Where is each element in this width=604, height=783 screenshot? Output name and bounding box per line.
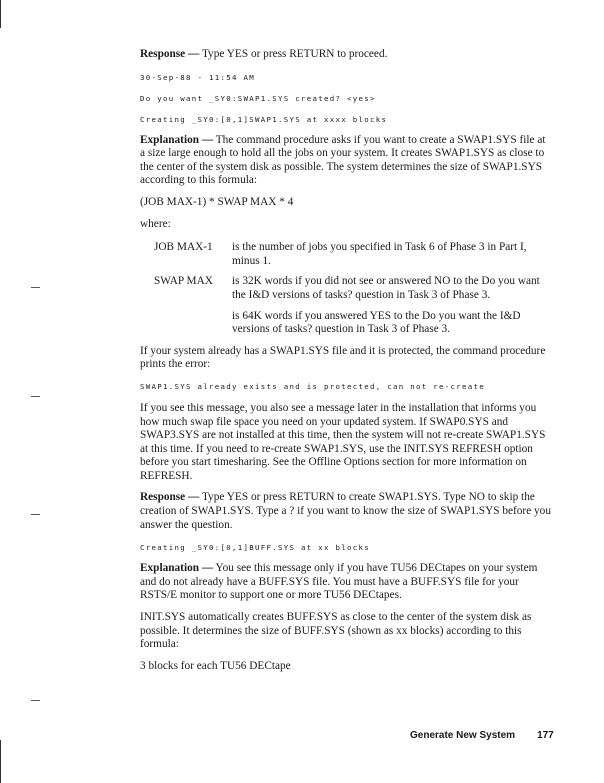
definition-term [154,310,232,337]
definition-row [154,241,552,268]
definition-description: is 64K words if you answered YES to the Do you want the I&D versions of tasks? question in Task 3 of Phase 3. [232,309,521,336]
definition-list [154,241,552,337]
response-paragraph [140,48,552,62]
definition-term: SWAP MAX [154,275,213,288]
blocks-line: 3 blocks for each TU56 DECtape [140,659,291,672]
left-edge-mark [0,740,1,783]
explanation-text: You see this message only if you have TU56 DECtapes on your system and do not already have a BUFF.SYS file. You must have a BUFF.SYS file for your RSTS/E monitor to support one or more TU56 DECtapes. [140,562,538,602]
formula: (JOB MAX-1) * SWAP MAX * 4 [140,195,294,208]
footer-title: Generate New System [410,730,516,741]
terminal-line: Creating _SY0:[0,1]SWAP1.SYS at xxxx blocks [140,114,388,124]
definition-row [154,275,552,302]
response-text: Type YES or press RETURN to proceed. [199,48,388,60]
binding-mark [31,514,40,515]
response-label: Response — [140,48,200,60]
protected-paragraph: If your system already has a SWAP1.SYS file and it is protected, the command procedure prints the error: [140,344,546,371]
definition-description: is 32K words if you did not see or answered NO to the Do you want the I&D versions of tasks? question in Task 3 of Phase 3. [232,275,540,301]
explanation-label: Explanation — [140,133,214,146]
response-paragraph [140,491,552,532]
binding-mark [31,700,40,701]
terminal-line: SWAP1.SYS already exists and is protected, can not re-create [140,381,485,391]
left-edge-mark [0,0,1,28]
definition-description: is the number of jobs you specified in Task 6 of Phase 3 in Part I, minus 1. [232,241,527,267]
definition-term: JOB MAX-1 [154,241,213,254]
page-footer [410,730,554,741]
definition-row [154,310,552,337]
where-label: where: [140,217,171,230]
init-paragraph: INIT.SYS automatically creates BUFF.SYS as close to the center of the system disk as possible. It determines the size of BUFF.SYS (shown as xx blocks) according to this formula: [140,611,532,651]
explanation-paragraph [140,562,552,603]
terminal-line: Do you want _SY0:SWAP1.SYS created? <yes> [140,93,376,103]
response-label: Response — [140,491,200,504]
terminal-line: Creating _SY0:[0,1]BUFF.SYS at xx blocks [140,543,370,553]
page-number: 177 [537,730,554,741]
page-body [140,48,552,681]
terminal-line: 30-Sep-88 - 11:54 AM [140,72,255,82]
info-paragraph: If you see this message, you also see a message later in the installation that informs you how much swap file space you need on your updated system. If SWAP0.SYS and SWAP3.SYS are not installed at this time, then the system will not re-create SWAP1.SYS at this time. If you need to re-create SWAP1.SYS, use the INIT.SYS REFRESH option before you start timesharing. See the Offline Options section for more information on REFRESH. [140,401,546,482]
response-text: Type YES or press RETURN to create SWAP1.SYS. Type NO to skip the creation of SWAP1.SYS. Type a ? if you want to know the size of SWAP1.SYS before you answer the question. [140,491,551,531]
explanation-paragraph [140,134,552,188]
explanation-text: The command procedure asks if you want to create a SWAP1.SYS file at a size large enough to hold all the jobs on your system. It creates SWAP1.SYS as close to the center of the system disk as possible. The system determines the size of SWAP1.SYS according to this formula: [140,133,546,187]
binding-mark [31,396,40,397]
explanation-label: Explanation — [140,562,214,575]
binding-mark [31,287,40,288]
